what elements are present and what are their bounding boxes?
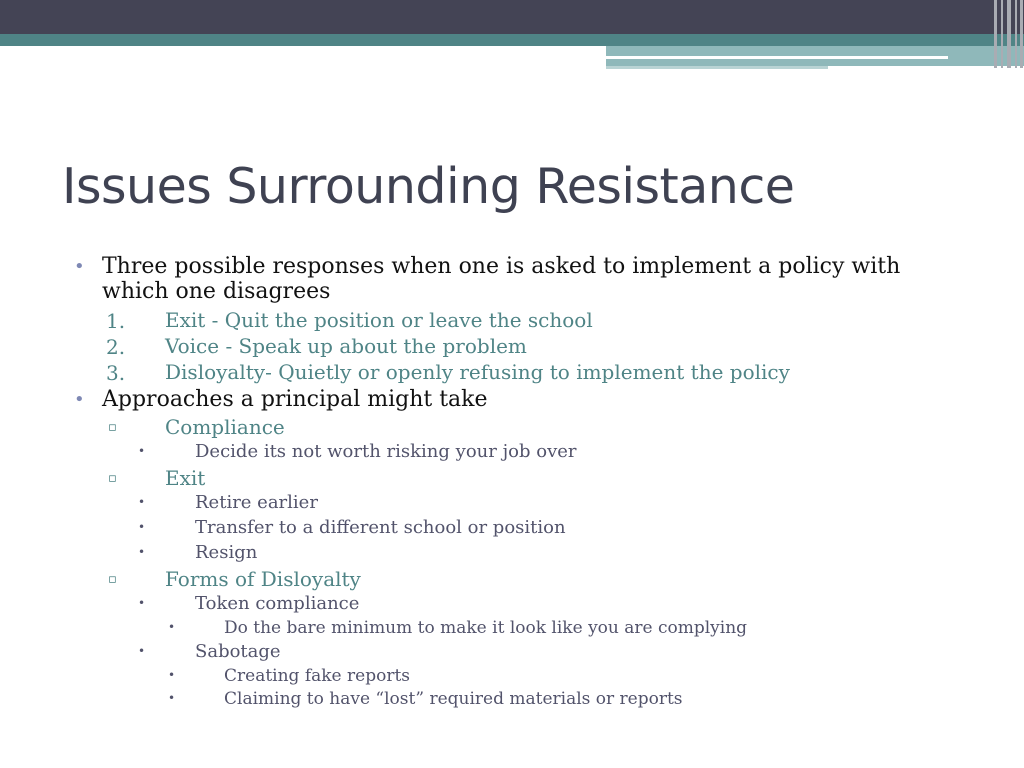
detail-item: Creating fake reports: [224, 666, 411, 686]
header-bar: [0, 0, 1024, 34]
slide-title: Issues Surrounding Resistance: [62, 158, 795, 215]
header-accent-thin-line: [606, 66, 828, 69]
list-number: 3.: [106, 361, 126, 385]
small-bullet: •: [138, 644, 146, 658]
small-bullet: •: [168, 620, 176, 634]
detail-item: Claiming to have “lost” required materials or reports: [224, 689, 683, 709]
sub-sub-item: Decide its not worth risking your job over: [195, 441, 577, 462]
header-stripe: [1001, 0, 1003, 68]
bullet-text: Approaches a principal might take: [102, 387, 488, 412]
sub-sub-item: Retire earlier: [195, 492, 318, 513]
bullet-text: Three possible responses when one is asked to implement a policy with: [102, 254, 901, 279]
list-number: 1.: [106, 309, 126, 333]
bullet-dot: •: [74, 389, 85, 410]
list-item: Disloyalty- Quietly or openly refusing to implement the policy: [165, 360, 790, 384]
bullet-text-continued: which one disagrees: [102, 279, 331, 304]
sub-sub-item: Token compliance: [195, 593, 360, 614]
header-stripe: [1007, 0, 1011, 68]
sub-item: Exit: [165, 466, 206, 490]
list-item: Voice - Speak up about the problem: [165, 334, 527, 358]
square-bullet: ▫: [108, 572, 117, 587]
sub-sub-item: Sabotage: [195, 641, 281, 662]
bullet-dot: •: [74, 256, 85, 277]
small-bullet: •: [138, 495, 146, 509]
small-bullet: •: [168, 691, 176, 705]
square-bullet: ▫: [108, 471, 117, 486]
small-bullet: •: [168, 668, 176, 682]
header-stripe: [1020, 0, 1023, 68]
sub-sub-item: Resign: [195, 542, 258, 563]
small-bullet: •: [138, 444, 146, 458]
list-item: Exit - Quit the position or leave the school: [165, 308, 593, 332]
header-stripe: [1015, 0, 1017, 68]
list-number: 2.: [106, 335, 126, 359]
detail-item: Do the bare minimum to make it look like you are complying: [224, 618, 748, 638]
header-stripe: [994, 0, 997, 68]
small-bullet: •: [138, 545, 146, 559]
sub-sub-item: Transfer to a different school or position: [195, 517, 566, 538]
sub-item: Forms of Disloyalty: [165, 567, 361, 591]
square-bullet: ▫: [108, 420, 117, 435]
sub-item: Compliance: [165, 415, 285, 439]
header-teal-band: [0, 34, 1024, 46]
small-bullet: •: [138, 596, 146, 610]
header-accent-line: [606, 56, 948, 59]
small-bullet: •: [138, 520, 146, 534]
